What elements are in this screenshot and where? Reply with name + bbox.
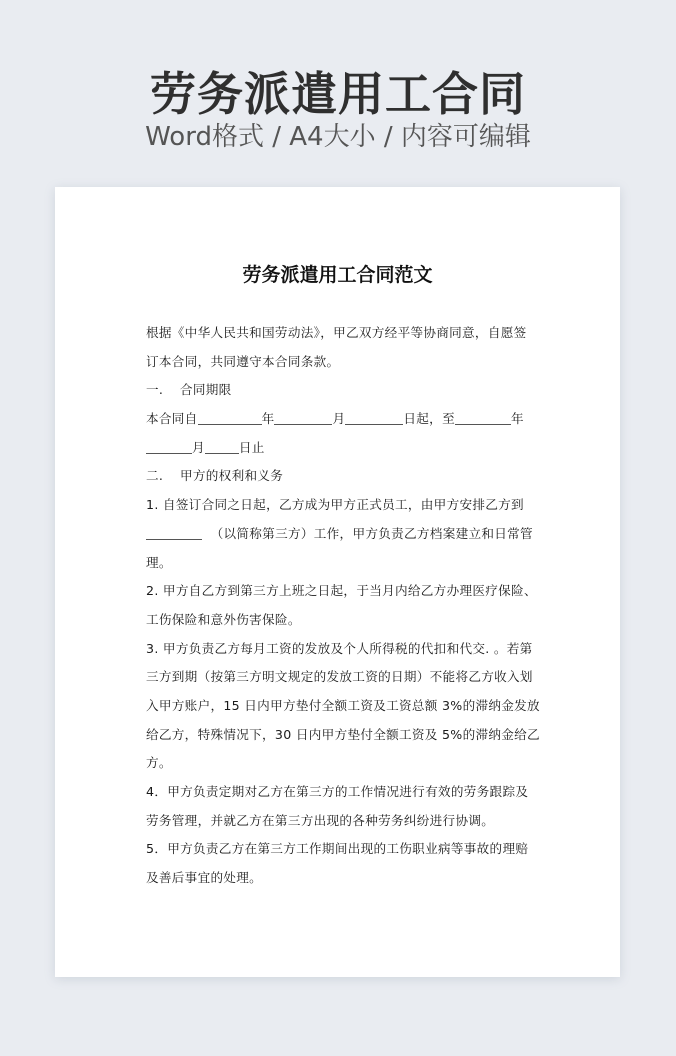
document-line (146, 407, 546, 436)
document-title: 劳务派遣用工合同范文 (242, 264, 433, 286)
paragraph-text: 入甲方账户，15 日内甲方垫付全额工资及工资总额 3%的滞纳金发放 (146, 697, 540, 713)
fill-in-blank[interactable] (455, 410, 511, 425)
paragraph-text: 月 (332, 411, 346, 427)
banner-title: 劳务派遣用工合同 (150, 67, 526, 121)
fill-in-blank[interactable] (146, 525, 202, 540)
paragraph-text: 5．甲方负责乙方在第三方工作期间出现的工伤职业病等事故的理赔 (146, 841, 529, 857)
paragraph-text: （以简称第三方）工作，甲方负责乙方档案建立和日常管 (210, 525, 533, 541)
paragraph-text: 2. 甲方自乙方到第三方上班之日起，于当月内给乙方办理医疗保险、 (146, 583, 537, 599)
fill-in-blank[interactable] (345, 410, 403, 425)
paragraph-text: 给乙方，特殊情况下，30 日内甲方垫付全额工资及 5%的滞纳金给乙 (146, 726, 540, 742)
document-line (146, 493, 546, 522)
document-body (146, 321, 546, 895)
paragraph-text: 三方到期（按第三方明文规定的发放工资的日期）不能将乙方收入划 (146, 669, 533, 685)
document-line (146, 637, 546, 666)
section-number: 二. (146, 468, 164, 484)
paragraph-text: 日止 (238, 439, 265, 455)
paragraph-text: 1. 自签订合同之日起，乙方成为甲方正式员工，由甲方安排乙方到 (146, 497, 524, 513)
fill-in-blank[interactable] (205, 439, 239, 454)
fill-in-blank[interactable] (274, 410, 332, 425)
document-line (146, 751, 546, 780)
paragraph-text: 方。 (146, 755, 172, 771)
section-title: 合同期限 (180, 382, 232, 398)
paragraph-text: 3. 甲方负责乙方每月工资的发放及个人所得税的代扣和代交. 。若第 (146, 640, 533, 656)
paragraph-text: 劳务管理，并就乙方在第三方出现的各种劳务纠纷进行协调。 (146, 812, 495, 828)
paragraph-text: 订本合同，共同遵守本合同条款。 (146, 353, 340, 369)
document-line (146, 866, 546, 895)
paragraph-text: 根据《中华人民共和国劳动法》，甲乙双方经平等协商同意，自愿签 (146, 325, 527, 340)
paragraph-text: 本合同自 (146, 411, 198, 427)
document-line (146, 608, 546, 637)
document-line (146, 694, 546, 723)
paragraph-text: 及善后事宜的处理。 (146, 870, 263, 886)
document-line (146, 321, 546, 350)
banner-subtitle: Word格式 / A4大小 / 内容可编辑 (145, 122, 531, 152)
document-line (146, 350, 546, 379)
section-heading-rights (146, 464, 546, 493)
fill-in-blank[interactable] (146, 439, 192, 454)
paragraph-text: 年 (510, 411, 524, 427)
section-number: 一. (146, 382, 164, 398)
document-line (146, 436, 546, 465)
paragraph-text: 月 (192, 439, 205, 455)
paragraph-text: 年 (261, 411, 275, 427)
document-page (55, 187, 620, 977)
paragraph-text: 理。 (146, 554, 172, 570)
section-title: 甲方的权利和义务 (180, 468, 284, 484)
document-line (146, 809, 546, 838)
document-line (146, 551, 546, 580)
paragraph-text: 工伤保险和意外伤害保险。 (146, 611, 301, 627)
document-line (146, 837, 546, 866)
document-line (146, 665, 546, 694)
paragraph-text: 4．甲方负责定期对乙方在第三方的工作情况进行有效的劳务跟踪及 (146, 784, 529, 799)
document-line (146, 579, 546, 608)
paragraph-text: 日起，至 (403, 411, 455, 427)
fill-in-blank[interactable] (198, 410, 262, 425)
document-line (146, 780, 546, 809)
document-line (146, 522, 546, 551)
document-line (146, 723, 546, 752)
section-heading-term (146, 378, 546, 407)
